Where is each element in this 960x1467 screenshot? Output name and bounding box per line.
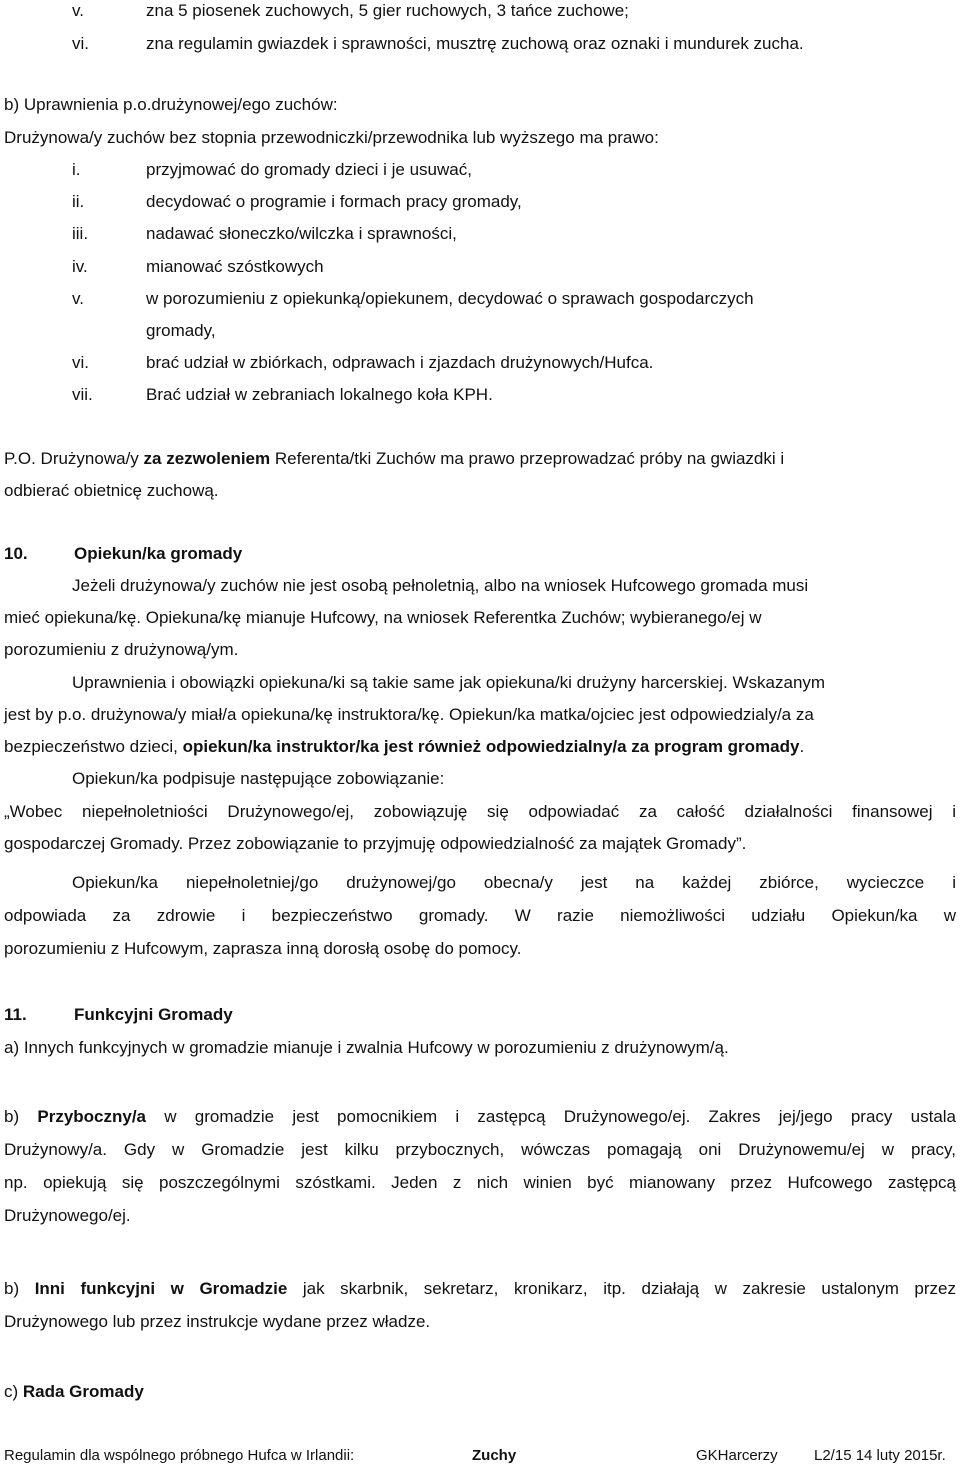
text-run: w gromadzie jest pomocnikiem i zastępcą Drużynowego/ej. Zakres jej/jego pracy ustala (146, 1107, 957, 1126)
paragraph (4, 1278, 956, 1300)
text-run: P.O. Drużynowa/y (4, 449, 144, 468)
bold-text: Inni funkcyjni w Gromadzie (34, 1279, 288, 1298)
paragraph (4, 1106, 956, 1128)
list-number: vi. (72, 353, 89, 372)
bold-text: opiekun/ka instruktor/ka jest również odpowiedzialny/a za program gromady (182, 737, 800, 756)
paragraph (4, 448, 956, 470)
paragraph: mieć opiekuna/kę. Opiekuna/kę mianuje Hufcowy, na wniosek Referentka Zuchów; wybieranego/ej w (4, 608, 762, 627)
paragraph: „Wobec niepełnoletniości Drużynowego/ej, zobowiązuję się odpowiadać za całość działalności finansowej i (4, 802, 956, 821)
section-title: Opiekun/ka gromady (74, 544, 243, 563)
section-title: Funkcyjni Gromady (74, 1005, 233, 1024)
paragraph: Jeżeli drużynowa/y zuchów nie jest osobą pełnoletnią, albo na wniosek Hufcowego gromada musi (72, 576, 809, 595)
list-text: mianować szóstkowych (146, 257, 324, 276)
paragraph: odbierać obietnicę zuchową. (4, 481, 219, 500)
paragraph: Drużynowy/a. Gdy w Gromadzie jest kilku przybocznych, wówczas pomagają oni Drużynowemu/ej w pracy, (4, 1140, 956, 1159)
paragraph: Drużynowego/ej. (4, 1206, 131, 1225)
paragraph: Opiekun/ka podpisuje następujące zobowiązanie: (72, 769, 445, 788)
footer-ref: L2/15 14 luty 2015r. (814, 1447, 946, 1464)
list-text: gromady, (146, 321, 216, 340)
text-run: b) (4, 1279, 35, 1298)
section-heading (4, 1004, 956, 1026)
paragraph: np. opiekują się poszczególnymi szóstkami. Jeden z nich winien być mianowany przez Hufcowego zastępcą (4, 1173, 956, 1192)
paragraph (4, 1381, 956, 1403)
section-heading (4, 543, 956, 565)
bold-text: Przyboczny/a (37, 1107, 147, 1126)
list-number: ii. (72, 192, 85, 211)
paragraph: Drużynowego lub przez instrukcje wydane przez władze. (4, 1312, 431, 1331)
list-number: i. (72, 160, 81, 179)
paragraph: gospodarczej Gromady. Przez zobowiązanie to przyjmuję odpowiedzialność za majątek Gromady”. (4, 834, 747, 853)
list-number: iv. (72, 257, 88, 276)
list-text: brać udział w zbiórkach, odprawach i zjazdach drużynowych/Hufca. (146, 353, 654, 372)
paragraph (4, 736, 956, 758)
section-number: 10. (4, 544, 28, 563)
list-text: zna regulamin gwiazdek i sprawności, musztrę zuchową oraz oznaki i mundurek zucha. (146, 34, 804, 53)
list-number: iii. (72, 224, 89, 243)
paragraph: Opiekun/ka niepełnoletniej/go drużynowej/go obecna/y jest na każdej zbiórce, wycieczce i (72, 873, 956, 892)
text-run: b) (4, 1107, 38, 1126)
text-run: c) (4, 1382, 23, 1401)
paragraph: jest by p.o. drużynowa/y miał/a opiekuna/kę instruktora/kę. Opiekun/ka matka/ojciec jest odpowiedzialy/a za (4, 705, 814, 724)
paragraph: Uprawnienia i obowiązki opiekuna/ki są takie same jak opiekuna/ki drużyny harcerskiej. Wskazanym (72, 673, 826, 692)
list-number: vii. (72, 385, 93, 404)
text-run: Referenta/tki Zuchów ma prawo przeprowadzać próby na gwiazdki i (270, 449, 785, 468)
footer-org: GKHarcerzy (696, 1447, 778, 1464)
list-number: v. (72, 289, 84, 308)
list-text: Brać udział w zebraniach lokalnego koła KPH. (146, 385, 493, 404)
paragraph: porozumieniu z drużynową/ym. (4, 640, 239, 659)
list-number: vi. (72, 34, 89, 53)
section-number: 11. (4, 1005, 27, 1024)
list-number: v. (72, 1, 84, 20)
section-heading: b) Uprawnienia p.o.drużynowej/ego zuchów: (4, 95, 338, 114)
text-run: bezpieczeństwo dzieci, (4, 737, 183, 756)
text-run: . (799, 737, 805, 756)
paragraph: odpowiada za zdrowie i bezpieczeństwo gromady. W razie niemożliwości udziału Opiekun/ka w (4, 906, 956, 925)
list-text: przyjmować do gromady dzieci i je usuwać, (146, 160, 472, 179)
text-run: jak skarbnik, sekretarz, kronikarz, itp. działają w zakresie ustalonym przez (287, 1279, 957, 1298)
list-text: decydować o programie i formach pracy gromady, (146, 192, 522, 211)
footer-section: Zuchy (472, 1447, 517, 1464)
paragraph: a) Innych funkcyjnych w gromadzie mianuje i zwalnia Hufcowy w porozumieniu z drużynowym/ą. (4, 1038, 729, 1057)
list-text: w porozumieniu z opiekunką/opiekunem, decydować o sprawach gospodarczych (146, 289, 754, 308)
list-text: nadawać słoneczko/wilczka i sprawności, (146, 224, 457, 243)
bold-text: za zezwoleniem (143, 449, 271, 468)
paragraph: Drużynowa/y zuchów bez stopnia przewodniczki/przewodnika lub wyższego ma prawo: (4, 128, 659, 147)
bold-text: Rada Gromady (22, 1382, 144, 1401)
paragraph: porozumieniu z Hufcowym, zaprasza inną dorosłą osobę do pomocy. (4, 939, 522, 958)
footer-title: Regulamin dla wspólnego próbnego Hufca w Irlandii: (4, 1447, 355, 1464)
list-text: zna 5 piosenek zuchowych, 5 gier ruchowych, 3 tańce zuchowe; (146, 1, 629, 20)
